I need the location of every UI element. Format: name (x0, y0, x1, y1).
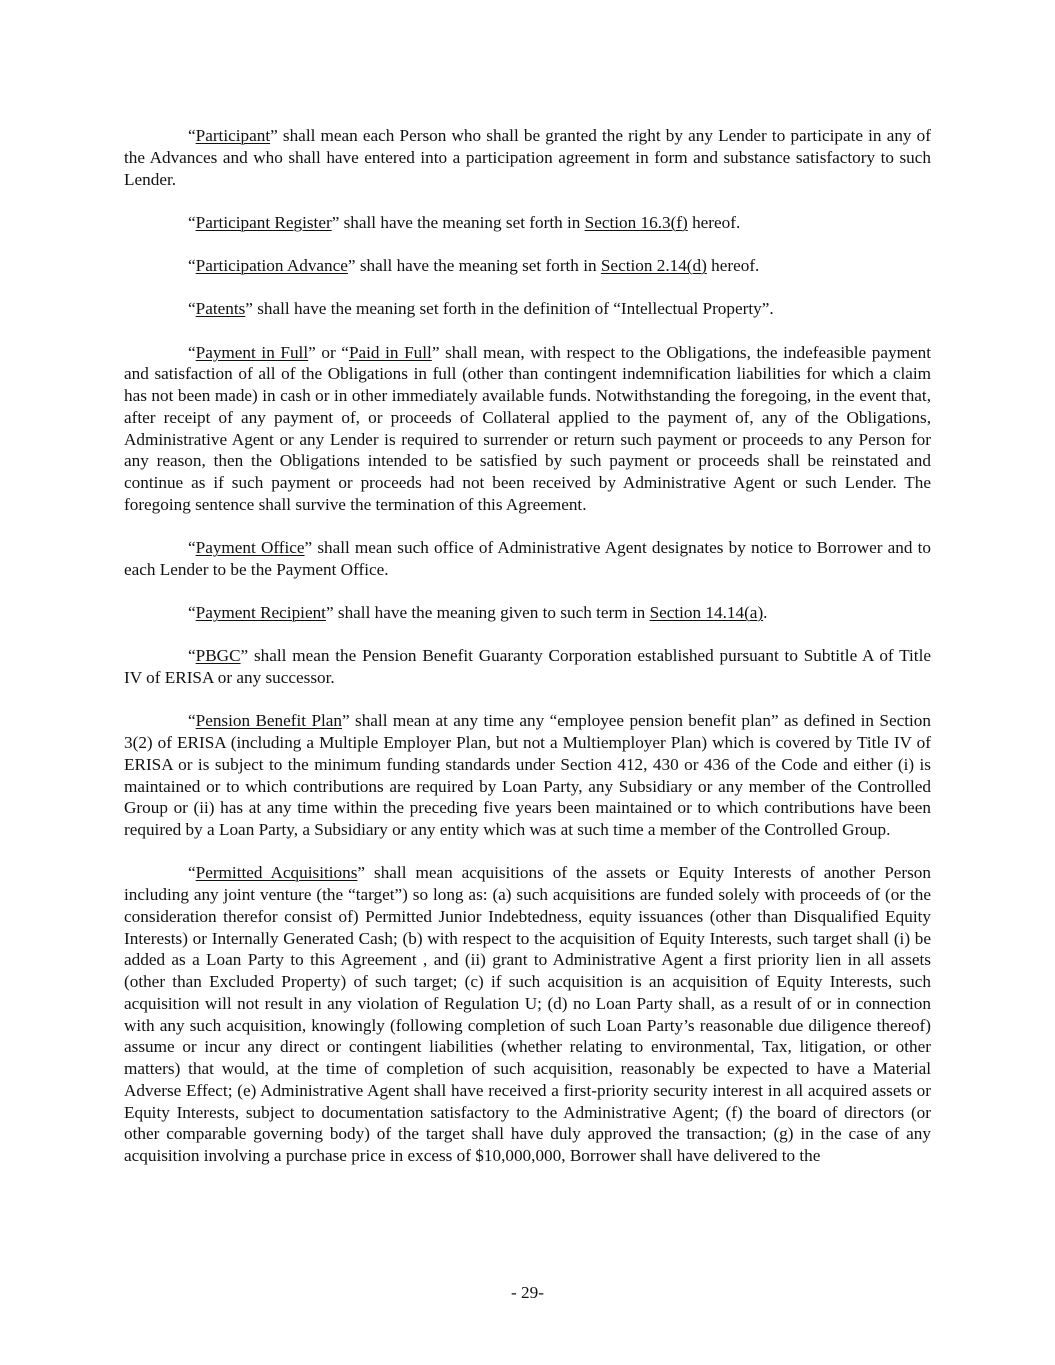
section-reference: Section 14.14(a) (649, 603, 764, 622)
defined-term: Participant Register (195, 212, 332, 232)
definition-text: ” shall mean each Person who shall be granted the right by any Lender to participate in any of the Advances and who shall have entered into a participation agreement in form and substance satisfactory to such Lender. (124, 126, 931, 189)
open-quote: “ (188, 863, 196, 883)
definition-text: ” shall mean the Pension Benefit Guaranty Corporation established pursuant to Subtitle A of Title IV of ERISA or any successor. (124, 646, 931, 687)
open-quote: “ (188, 711, 196, 731)
definition-patents (124, 298, 931, 320)
definition-text: hereof. (687, 212, 741, 232)
defined-term: Payment Office (195, 538, 305, 557)
defined-term: Pension Benefit Plan (195, 711, 342, 731)
definition-text: ” shall mean at any time any “employee pension benefit plan” as defined in Section 3(2) of ERISA (including a Multiple Employer Plan, but not a Multiemployer Plan) which is covered by Title IV of ERISA or is subject to the minimum funding standards under Section 412, 430 or 436 of the Code and either (i) is maintained or to which contributions are required by Loan Party, any Subsidiary or any member of the Controlled Group or (ii) has at any time within the preceding five years been maintained or to which contributions have been required by a Loan Party, a Subsidiary or any entity which was at such time a member of the Controlled Group. (124, 711, 931, 839)
definition-permitted-acquisitions (124, 862, 931, 1167)
open-quote: “ (188, 538, 196, 557)
open-quote: “ (188, 603, 196, 622)
section-reference: Section 2.14(d) (600, 256, 707, 275)
open-quote: “ (188, 646, 196, 666)
defined-term: Participation Advance (195, 256, 348, 275)
definition-text: ” shall have the meaning set forth in (347, 256, 601, 275)
open-quote: “ (188, 342, 196, 362)
definition-payment-office (124, 537, 931, 581)
definition-text: ” shall mean such office of Administrative Agent designates by notice to Borrower and to each Lender to be the Payment Office. (124, 538, 931, 579)
definition-text: ” shall mean, with respect to the Obligations, the indefeasible payment and satisfaction of all of the Obligations in full (other than contingent indemnification liabilities for which a claim has not been made) in cash or in other immediately available funds. Notwithstanding the foregoing, in the event that, after receipt of any payment of, or proceeds of Collateral applied to the payment of, any of the Obligations, Administrative Agent or any Lender is required to surrender or return such payment or proceeds to any Person for any reason, then the Obligations intended to be satisfied by such payment or proceeds shall be reinstated and continue as if such payment or proceeds had not been received by Administrative Agent or such Lender. The foregoing sentence shall survive the termination of this Agreement. (124, 342, 931, 514)
defined-term: Payment in Full (195, 342, 309, 362)
definition-text: ” shall have the meaning given to such term in (325, 603, 650, 622)
definition-text: hereof. (706, 256, 760, 275)
defined-term: Paid in Full (348, 342, 432, 362)
definition-text: ” shall have the meaning set forth in the definition of “Intellectual Property”. (245, 299, 774, 319)
defined-term: Permitted Acquisitions (195, 863, 358, 883)
definition-participant-register (124, 212, 931, 234)
definition-text: ” shall have the meaning set forth in (331, 212, 585, 232)
open-quote: “ (188, 299, 196, 319)
open-quote: “ (188, 212, 196, 232)
definition-pbgc (124, 645, 931, 689)
open-quote: “ (188, 256, 196, 275)
defined-term: PBGC (195, 646, 241, 666)
definition-payment-in-full (124, 342, 931, 516)
defined-term: Payment Recipient (195, 603, 326, 622)
section-reference: Section 16.3(f) (584, 212, 688, 232)
definitions-body (124, 125, 931, 1167)
page-number: - 29- (511, 1283, 544, 1302)
defined-term: Participant (195, 126, 271, 145)
definition-pension-benefit-plan (124, 710, 931, 841)
definition-participation-advance (124, 255, 931, 277)
definition-text: ” shall mean acquisitions of the assets or Equity Interests of another Person including any joint venture (the “target”) so long as: (a) such acquisitions are funded solely with proceeds of (or the consideration therefor consist of) Permitted Junior Indebtedness, equity issuances (other than Disqualified Equity Interests) or Internally Generated Cash; (b) with respect to the acquisition of Equity Interests, such target shall (i) be added as a Loan Party to this Agreement , and (ii) grant to Administrative Agent a first priority lien in all assets (other than Excluded Property) of such target; (c) if such acquisition is an acquisition of Equity Interests, such acquisition will not result in any violation of Regulation U; (d) no Loan Party shall, as a result of or in connection with any such acquisition, knowingly (following completion of such Loan Party’s reasonable due diligence thereof) assume or incur any direct or contingent liabilities (whether relating to environmental, Tax, litigation, or other matters) that would, at the time of completion of such acquisition, reasonably be expected to have a Material Adverse Effect; (e) Administrative Agent shall have received a first-priority security interest in all acquired assets or Equity Interests, subject to documentation satisfactory to the Administrative Agent; (f) the board of directors (or other comparable governing body) of the target shall have duly approved the transaction; (g) in the case of any acquisition involving a purchase price in excess of $10,000,000, Borrower shall have delivered to the (124, 863, 931, 1165)
open-quote: “ (188, 126, 196, 145)
definition-text: . (763, 603, 768, 622)
definition-payment-recipient (124, 602, 931, 624)
definition-text: ” or “ (308, 342, 349, 362)
definition-participant (124, 125, 931, 190)
defined-term: Patents (195, 299, 246, 319)
